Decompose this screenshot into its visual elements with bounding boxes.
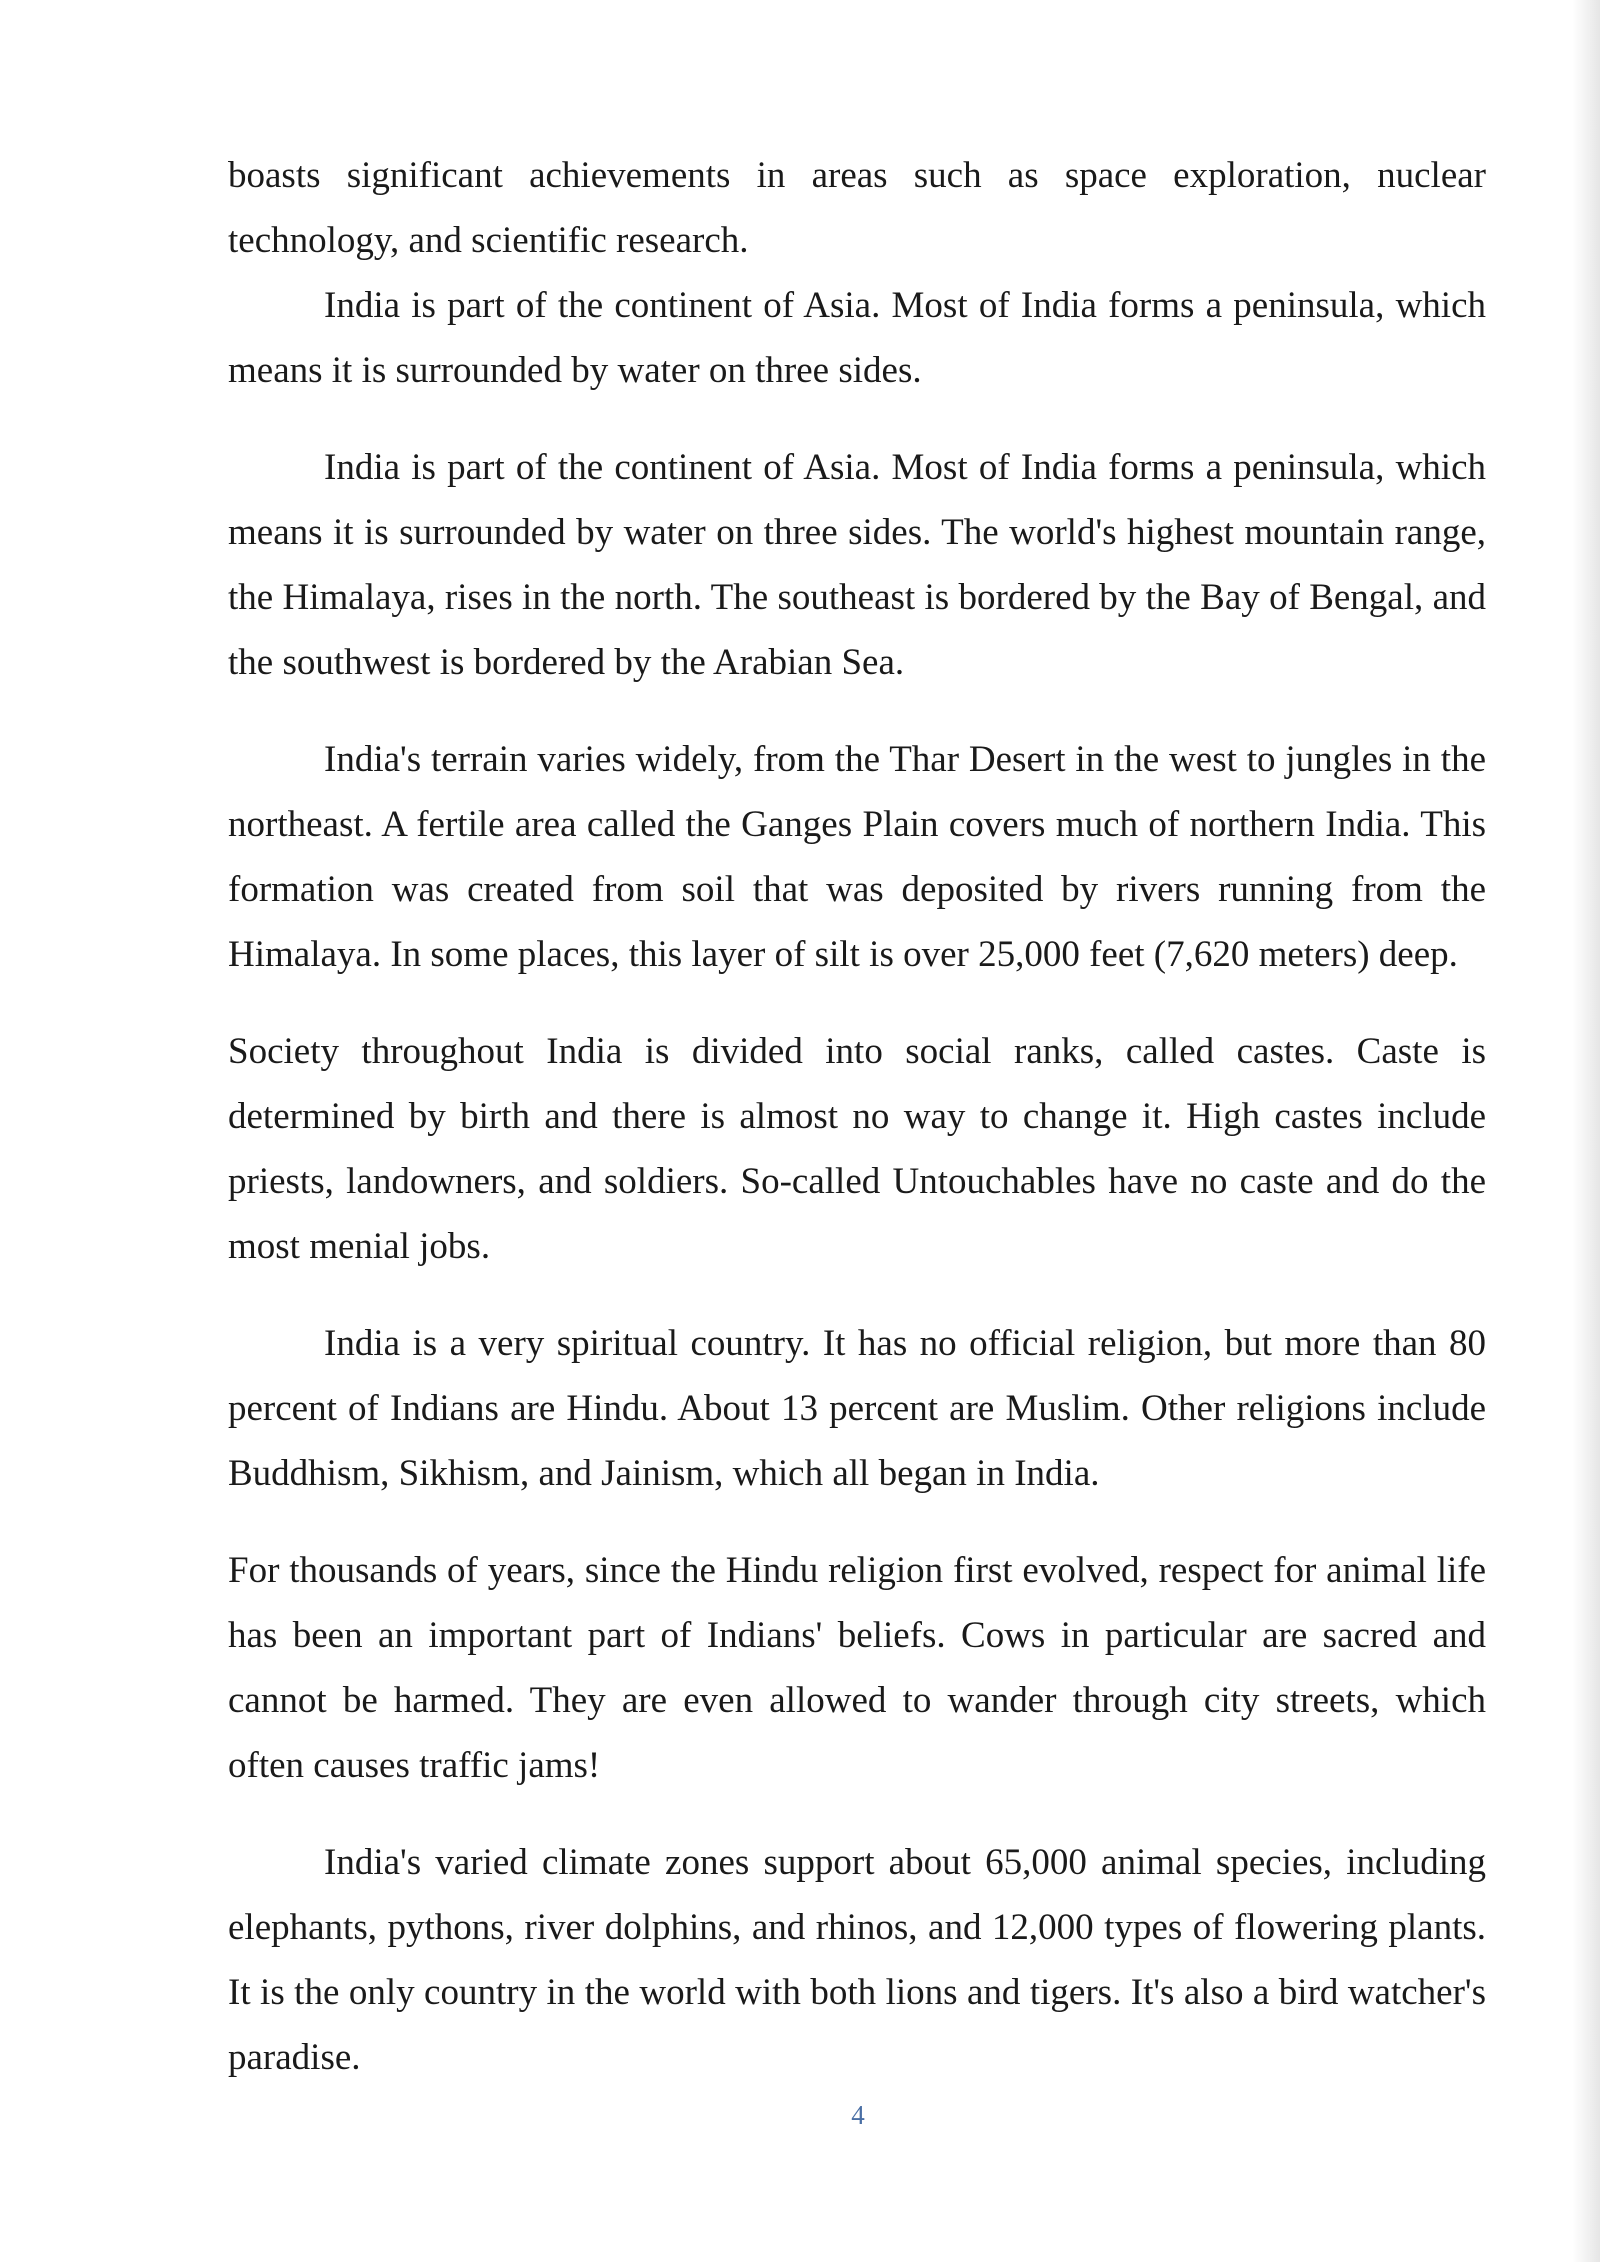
document-body <box>228 143 1486 2090</box>
paragraph-geography: India is part of the continent of Asia. Most of India forms a peninsula, which means it is surrounded by water on three sides. The world's highest mountain range, the Himalaya, rises in the north. The southeast is bordered by the Bay of Bengal, and the southwest is bordered by the Arabian Sea. <box>228 447 1486 683</box>
paragraph-wildlife: India's varied climate zones support about 65,000 animal species, including elephants, pythons, river dolphins, and rhinos, and 12,000 types of flowering plants. It is the only country in the world with both lions and tigers. It's also a bird watcher's paradise. <box>228 1842 1486 2078</box>
paragraph-religion: India is a very spiritual country. It has no official religion, but more than 80 percent of Indians are Hindu. About 13 percent are Muslim. Other religions include Buddhism, Sikhism, and Jainism, which all began in India. <box>228 1323 1486 1494</box>
page-number: 4 <box>851 2100 865 2130</box>
paragraph-terrain: India's terrain varies widely, from the Thar Desert in the west to jungles in the northeast. A fertile area called the Ganges Plain covers much of northern India. This formation was created from soil that was deposited by rivers running from the Himalaya. In some places, this layer of silt is over 25,000 feet (7,620 meters) deep. <box>228 739 1486 975</box>
paragraph-castes: Society throughout India is divided into social ranks, called castes. Caste is determined by birth and there is almost no way to change it. High castes include priests, landowners, and soldiers. So-called Untouchables have no caste and do the most menial jobs. <box>228 1031 1486 1267</box>
paragraph-animal-life: For thousands of years, since the Hindu religion first evolved, respect for animal life has been an important part of Indians' beliefs. Cows in particular are sacred and cannot be harmed. They are even allowed to wander through city streets, which often causes traffic jams! <box>228 1550 1486 1786</box>
page-edge-shadow <box>1572 0 1600 2262</box>
paragraph-asia-intro: India is part of the continent of Asia. Most of India forms a peninsula, which means it is surrounded by water on three sides. <box>228 285 1486 391</box>
paragraph-continuation: boasts significant achievements in areas such as space exploration, nuclear technology, and scientific research. <box>228 155 1486 261</box>
